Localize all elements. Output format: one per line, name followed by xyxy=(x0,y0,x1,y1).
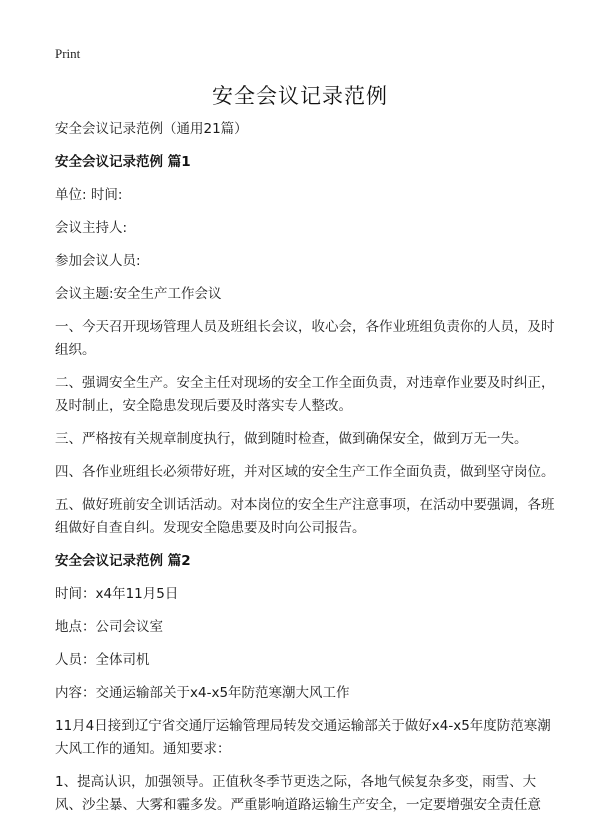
paragraph: 会议主持人: xyxy=(55,220,128,236)
paragraph: 三、严格按有关规章制度执行，做到随时检查，做到确保安全，做到万无一失。 xyxy=(55,431,528,447)
paragraph: 11月4日接到辽宁省交通厅运输管理局转发交通运输部关于做好x4-x5年度防范寒潮大风工作的通知。通知要求： xyxy=(55,718,551,757)
paragraph: 安全会议记录范例（通用21篇） xyxy=(55,121,248,137)
paragraph: 参加会议人员: xyxy=(55,253,141,269)
paragraph: 一、今天召开现场管理人员及班组长会议，收心会，各作业班组负责你的人员，及时组织。 xyxy=(55,319,555,358)
print-label: Print xyxy=(55,46,81,61)
paragraph: 内容：交通运输部关于x4-x5年防范寒潮大风工作 xyxy=(55,685,350,701)
paragraph: 四、各作业班组长必须带好班，并对区域的安全生产工作全面负责，做到坚守岗位。 xyxy=(55,464,555,480)
document-title: 安全会议记录范例 xyxy=(212,84,388,108)
paragraph: 地点：公司会议室 xyxy=(55,619,163,635)
section-heading: 安全会议记录范例 篇2 xyxy=(55,553,191,569)
paragraph: 单位: 时间: xyxy=(55,187,123,203)
paragraph: 人员：全体司机 xyxy=(55,652,150,668)
paragraph: 二、强调安全生产。安全主任对现场的安全工作全面负责，对违章作业要及时纠正，及时制止，安全隐患发现后要及时落实专人整改。 xyxy=(55,375,555,414)
paragraph: 1、提高认识，加强领导。正值秋冬季节更迭之际，各地气候复杂多变，雨雪、大风、沙尘暴、大雾和霾多发。严重影响道路运输生产安全，一定要增强安全责任意 xyxy=(55,774,541,813)
paragraph: 时间：x4年11月5日 xyxy=(55,586,179,602)
section-heading: 安全会议记录范例 篇1 xyxy=(55,154,191,170)
document-body xyxy=(55,118,560,827)
paragraph: 五、做好班前安全训话活动。对本岗位的安全生产注意事项，在活动中要强调，各班组做好自查自纠。发现安全隐患要及时向公司报告。 xyxy=(55,497,555,536)
paragraph: 会议主题:安全生产工作会议 xyxy=(55,286,222,302)
